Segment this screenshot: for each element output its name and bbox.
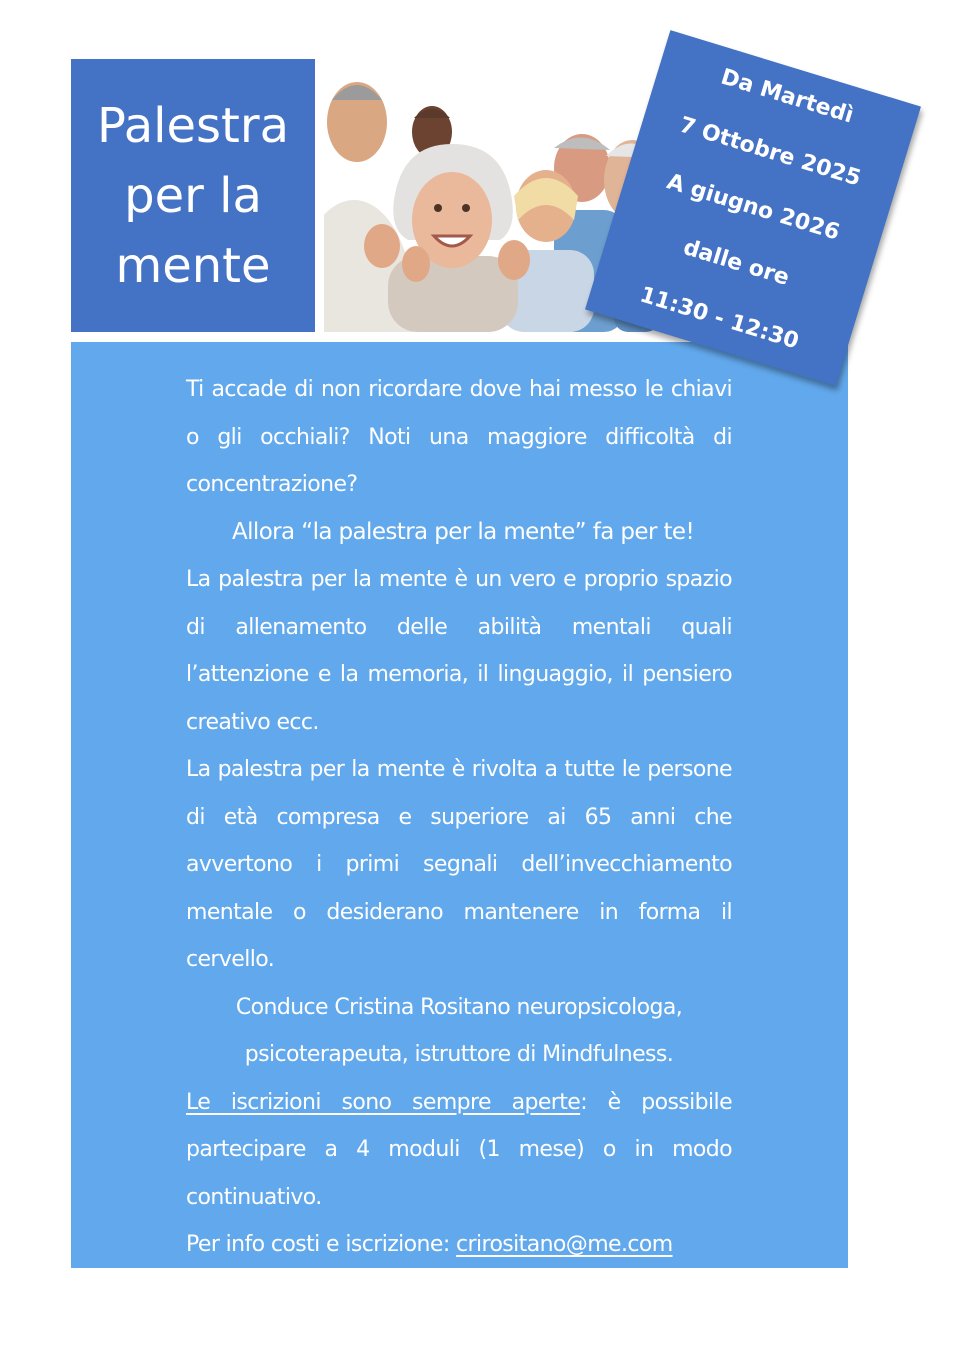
title-box — [71, 59, 315, 332]
target-paragraph: La palestra per la mente è rivolta a tutte le persone di età compresa e superiore ai 65 anni che avvertono i primi segnali dell’invecchiamento mentale o desiderano mantenere in forma il cervello. — [186, 757, 732, 972]
schedule-line-3: A giugno 2026 — [663, 169, 843, 246]
intro-paragraph: Ti accade di non ricordare dove hai messo le chiavi o gli occhiali? Noti una maggiore difficoltà di concentrazione? — [186, 377, 732, 497]
title-line-2: per la — [124, 167, 262, 224]
schedule-line-1: Da Martedì — [717, 64, 857, 129]
iscrizioni-highlight: Le iscrizioni sono sempre aperte — [186, 1089, 581, 1115]
schedule-line-5: 11:30 - 12:30 — [636, 282, 802, 355]
callout: Allora “la palestra per la mente” fa per te! — [232, 518, 695, 545]
contact-line: 3491586197; sito: www.spaziotrapensieri.it — [186, 1279, 646, 1305]
description-paragraph: La palestra per la mente è un vero e proprio spazio di allenamento delle abilità mentali quali l’attenzione e la memoria, il linguaggio, il pensiero creativo ecc. — [186, 567, 732, 735]
iscrizioni-rest: : è possibile partecipare a 4 moduli (1 mese) o in modo continuativo. — [186, 1089, 733, 1210]
schedule-line-4: dalle ore — [680, 235, 793, 291]
iscrizioni-paragraph — [186, 1079, 732, 1222]
conduce-line-2: psicoterapeuta, istruttore di Mindfulness. — [244, 1042, 674, 1067]
title-line-3: mente — [115, 237, 271, 294]
info-line — [186, 1221, 732, 1269]
title-line-1: Palestra — [96, 97, 290, 154]
schedule-line-2: 7 Ottobre 2025 — [676, 112, 864, 192]
email-link[interactable]: crirositano@me.com — [456, 1232, 673, 1257]
body-text — [186, 366, 732, 1316]
conduce-line-1: Conduce Cristina Rositano neuropsicologa, — [235, 994, 683, 1020]
info-label: Per info costi e iscrizione: — [186, 1232, 457, 1257]
